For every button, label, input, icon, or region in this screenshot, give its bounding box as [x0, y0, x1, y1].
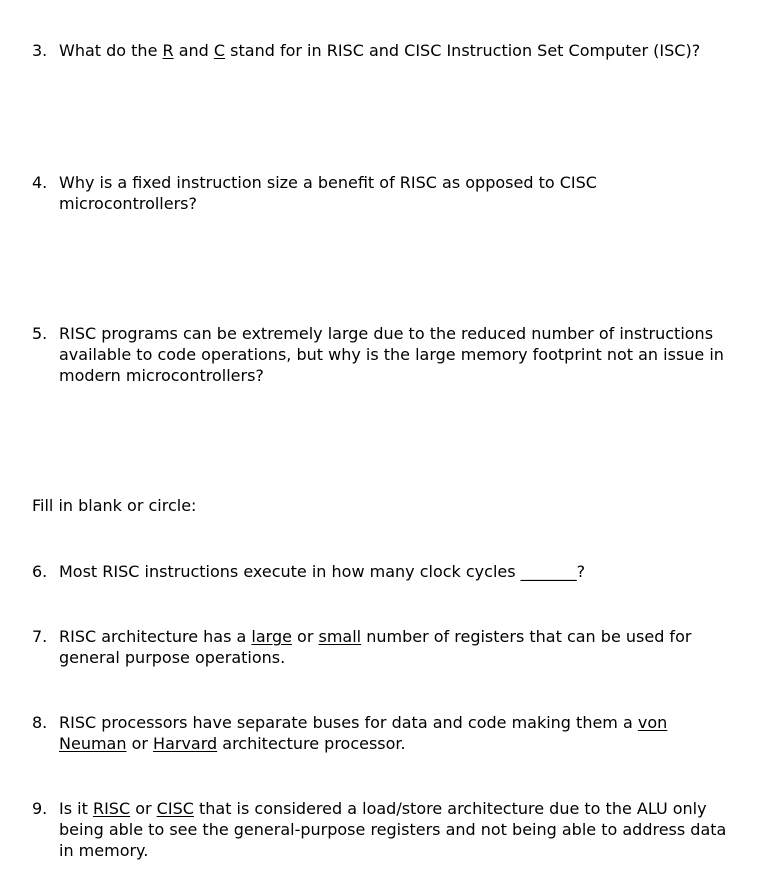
- underlined-option: C: [213, 41, 226, 60]
- question-number: 8.: [32, 713, 48, 732]
- option-large[interactable]: large: [251, 627, 292, 646]
- question-5: [32, 323, 752, 386]
- question-text: RISC programs can be extremely large due to the reduced number of instructions available to code operations, but why is the large memory footprint not an issue in modern microcontrollers?: [59, 324, 724, 385]
- section-heading: Fill in blank or circle:: [32, 496, 197, 515]
- option-risc[interactable]: RISC: [92, 799, 131, 818]
- question-9: [32, 798, 752, 861]
- question-number: 3.: [32, 41, 48, 60]
- question-number: 6.: [32, 562, 48, 581]
- underlined-option: R: [162, 41, 174, 60]
- question-text: Why is a fixed instruction size a benefit of RISC as opposed to CISC microcontrollers?: [59, 173, 597, 213]
- question-text: RISC architecture has a large or small number of registers that can be used for general purpose operations.: [59, 627, 692, 667]
- question-text: Most RISC instructions execute in how many clock cycles _______?: [59, 562, 586, 581]
- option-cisc[interactable]: CISC: [156, 799, 194, 818]
- answer-blank[interactable]: _______: [520, 562, 577, 581]
- option-harvard[interactable]: Harvard: [153, 734, 218, 753]
- question-text: RISC processors have separate buses for data and code making them a von Neuman or Harvard architecture processor.: [59, 713, 668, 753]
- question-number: 5.: [32, 324, 48, 343]
- question-text: Is it RISC or CISC that is considered a load/store architecture due to the ALU only being able to see the general-purpose registers and not being able to address data in memory.: [59, 799, 727, 860]
- question-3: [32, 40, 752, 61]
- option-von-neuman[interactable]: von Neuman: [59, 713, 668, 753]
- question-text: What do the R and C stand for in RISC and CISC Instruction Set Computer (ISC)?: [59, 41, 701, 60]
- question-8: [32, 712, 752, 754]
- question-number: 7.: [32, 627, 48, 646]
- question-7: [32, 626, 752, 668]
- question-6: [32, 561, 752, 582]
- option-small[interactable]: small: [318, 627, 362, 646]
- question-number: 9.: [32, 799, 48, 818]
- question-number: 4.: [32, 173, 48, 192]
- question-4: [32, 172, 752, 214]
